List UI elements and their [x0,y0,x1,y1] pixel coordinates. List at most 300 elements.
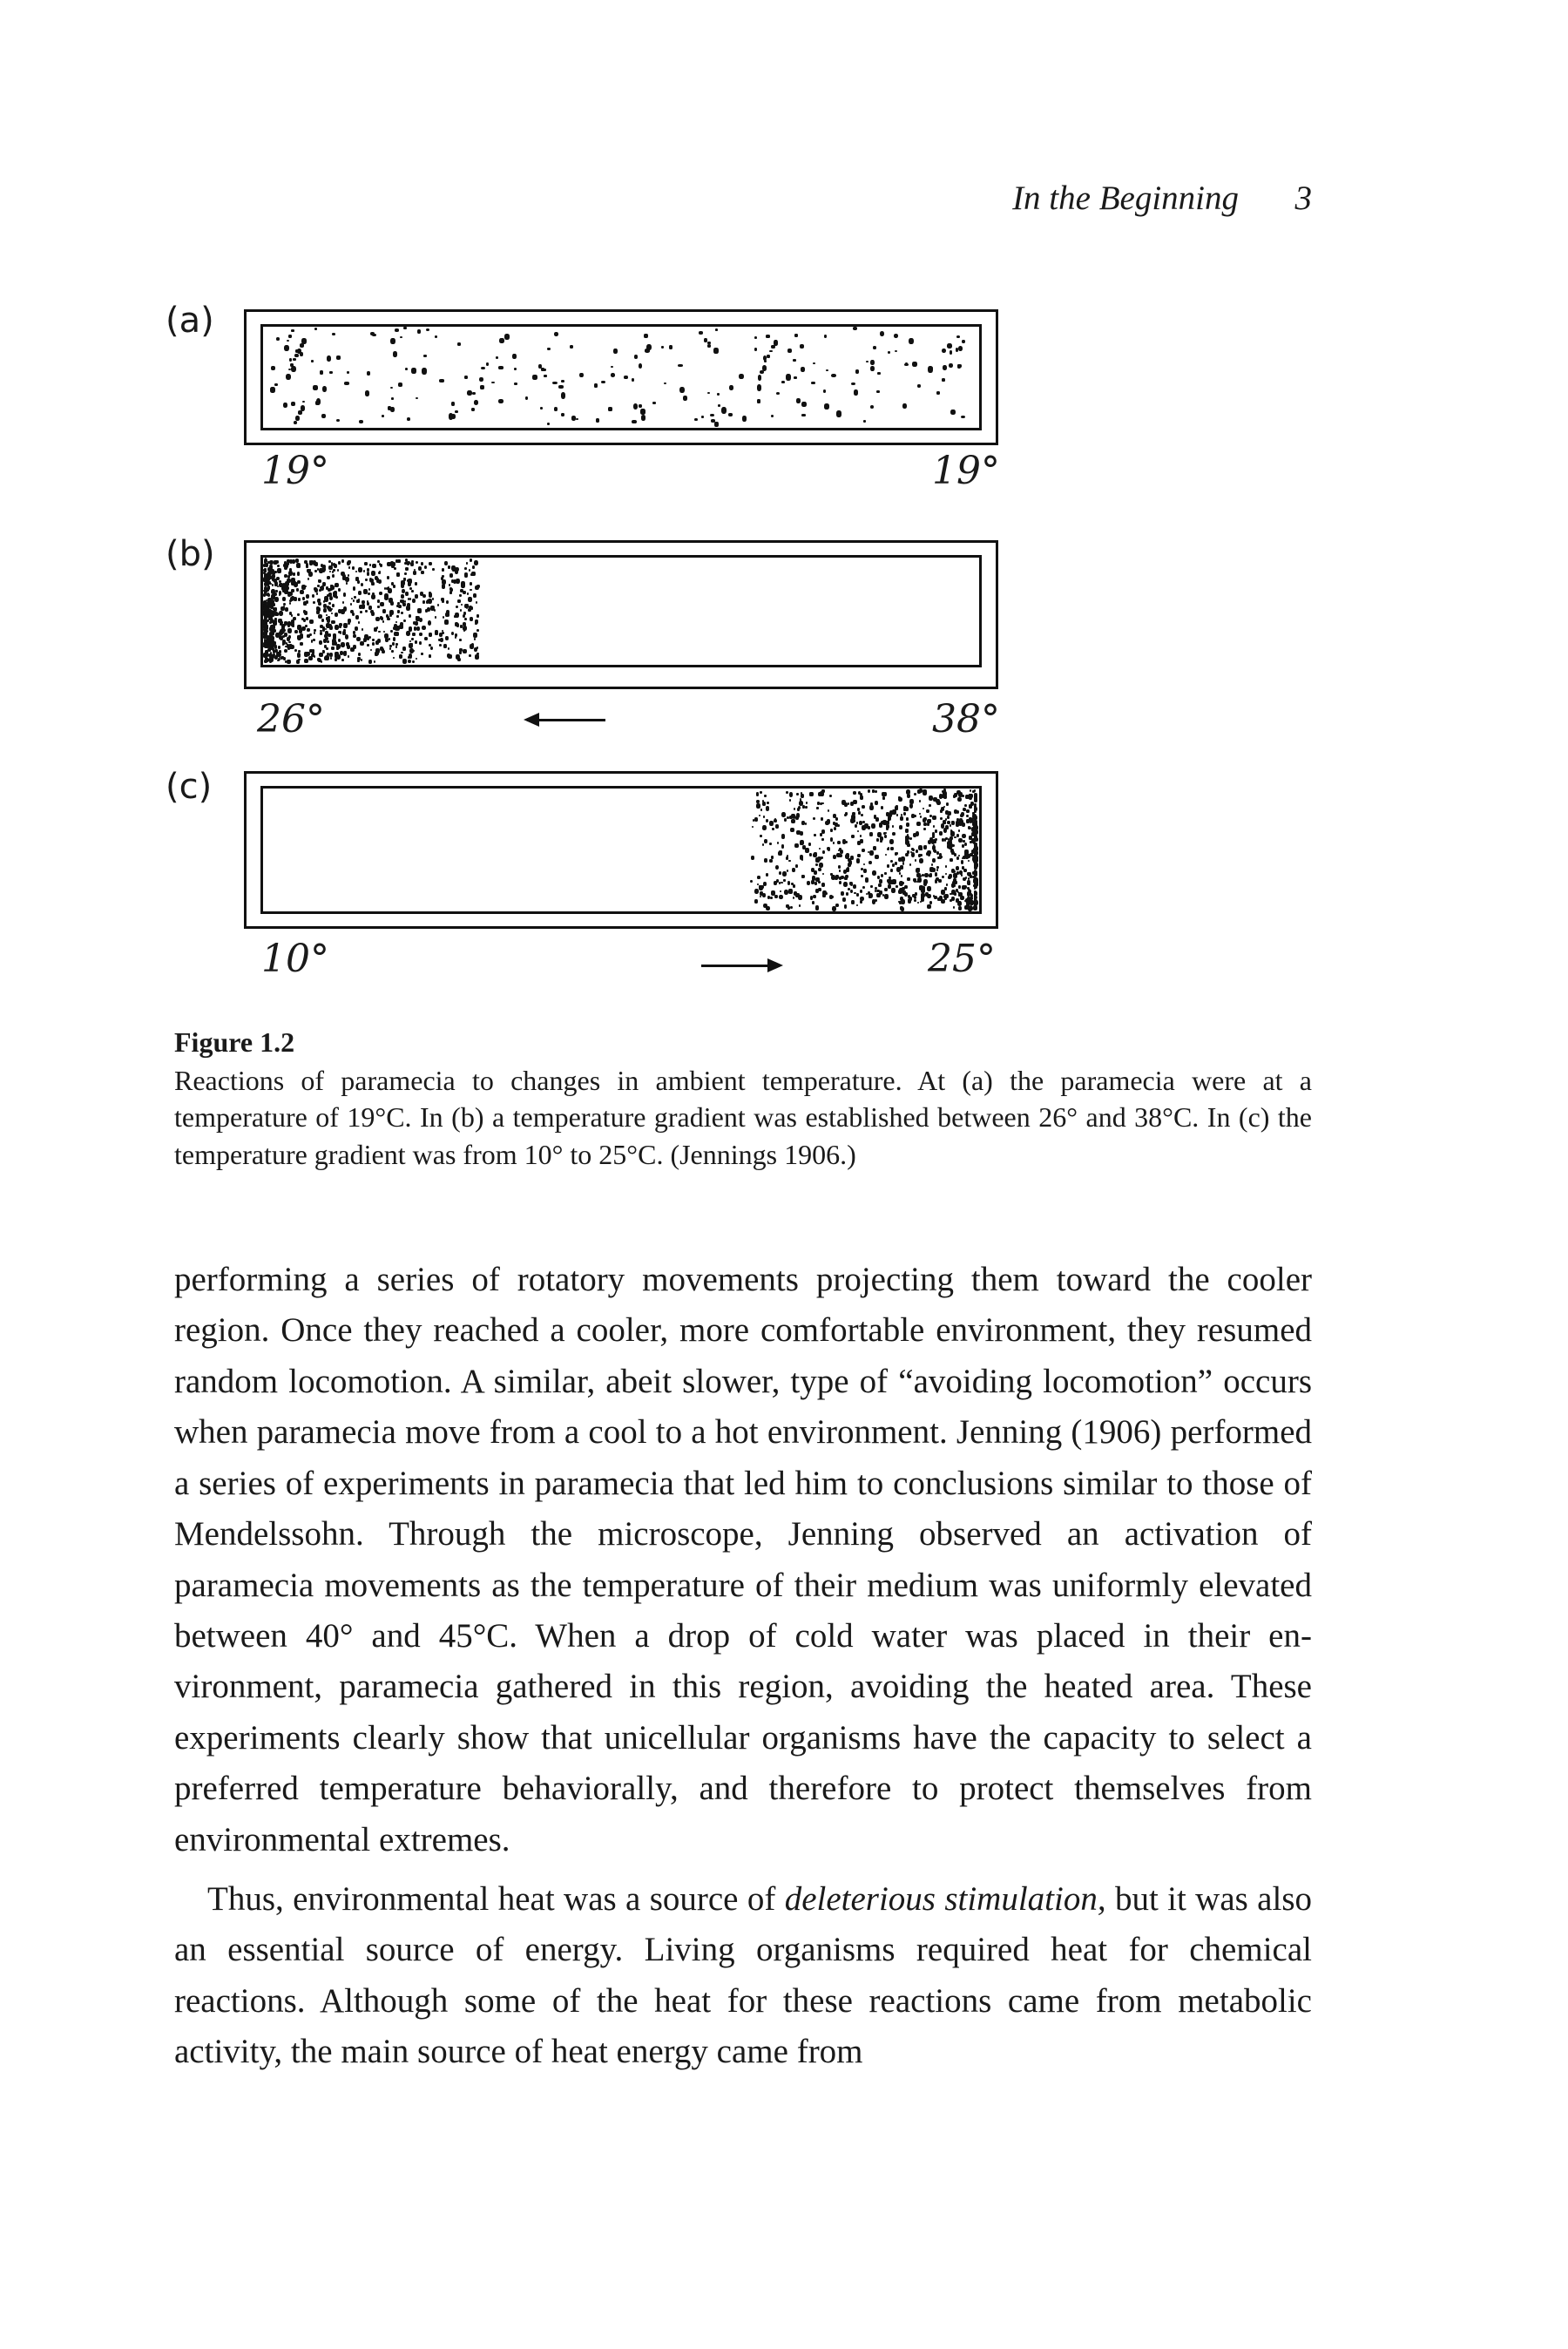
paramecium-dot [940,817,943,820]
paramecium-dot [329,371,333,374]
paramecium-dot [356,637,361,642]
paramecium-dot [268,617,271,620]
paramecium-dot [945,865,947,868]
paramecium-dot [812,901,814,904]
paramecium-dot [775,865,780,870]
paramecium-dot [683,396,687,401]
paramecium-dot [782,871,787,877]
paramecium-dot [963,877,966,882]
paramecium-dot [798,895,802,900]
paramecium-dot [335,596,338,599]
paramecium-dot [968,877,970,880]
paramecium-dot [947,821,950,824]
paramecium-dot [794,843,799,848]
paramecium-dot [933,797,936,802]
paramecium-dot [331,613,333,614]
paramecium-dot [358,621,360,623]
paramecium-dot [903,812,906,816]
paramecium-dot [455,567,459,572]
paramecium-dot [552,382,558,385]
paramecium-dot [302,597,305,600]
paramecium-dot [793,884,795,887]
paramecium-dot [678,364,682,367]
paramecium-dot [294,630,298,633]
paramecium-dot [833,842,835,844]
paramecium-dot [863,420,867,422]
paramecium-dot [857,830,859,833]
paramecium-dot [397,559,400,563]
paramecium-dot [800,831,803,836]
paramecium-dot [264,615,267,619]
paramecium-dot [783,879,785,882]
paramecium-dot [788,860,790,862]
paramecium-dot [932,858,936,863]
paramecium-dot [871,823,875,829]
dish-b [244,540,998,689]
paramecium-dot [419,633,422,637]
paramecium-dot [769,350,773,353]
paramecium-dot [824,335,827,338]
paramecium-dot [792,868,795,872]
paramecium-dot [762,825,767,830]
paramecium-dot [916,850,918,853]
panel-label-b: (b) [166,534,215,574]
paramecium-dot [284,649,287,653]
paramecium-dot [389,610,394,615]
paramecium-dot [891,888,896,893]
dish-b-inner [260,555,982,667]
paramecium-dot [951,821,954,823]
paramecium-dot [898,901,900,903]
paramecium-dot [872,789,875,793]
paramecium-dot [445,636,449,640]
paramecium-dot [424,565,428,569]
paramecium-dot [304,652,308,657]
paramecium-dot [409,614,411,618]
paramecium-dot [646,344,652,351]
paramecium-dot [857,854,860,857]
paramecium-dot [327,594,329,597]
paramecium-dot [791,890,793,893]
paramecium-dot [313,639,315,641]
paramecium-dot [411,590,414,593]
paramecium-dot [473,633,477,638]
paramecium-dot [943,828,948,833]
paramecium-dot [835,904,839,908]
paramecium-dot [878,883,881,887]
paramecium-dot [464,572,468,577]
paramecium-dot [946,883,948,886]
paramecium-dot [974,837,978,843]
paramecium-dot [817,856,821,862]
paramecium-dot [758,375,762,381]
paramecium-dot [856,822,858,824]
paramecium-dot [275,633,280,638]
paramecium-dot [774,895,778,898]
paramecium-dot [396,615,398,618]
paramecium-dot [799,801,803,806]
paramecium-dot [924,873,929,878]
paramecium-dot [280,621,281,624]
paramecium-dot [448,647,450,650]
paramecium-dot [279,591,282,594]
paramecium-dot [909,863,911,866]
paramecium-dot [561,413,564,416]
paramecium-dot [796,793,799,795]
paramecium-dot [739,374,744,380]
paramecium-dot [312,649,314,653]
paramecium-dot [463,629,465,631]
paramecium-dot [870,802,873,806]
paramecium-dot [317,658,320,661]
paramecium-dot [914,793,916,796]
paramecium-dot [772,828,774,830]
paramecium-dot [409,598,411,600]
paramecium-dot [851,900,855,904]
paramecium-dot [901,875,902,877]
paramecium-dot [862,806,864,808]
paramecium-dot [312,594,315,598]
paramecium-dot [821,838,823,841]
temp-a-right: 19° [932,449,1000,493]
paramecium-dot [457,599,460,603]
paramecium-dot [776,879,780,883]
paramecium-dot [781,381,785,383]
paramecium-dot [325,631,328,635]
paramecium-dot [958,346,963,352]
paramecium-dot [306,565,308,568]
paramecium-dot [820,833,822,836]
paramecium-dot [707,344,711,347]
paramecium-dot [321,414,326,418]
paramecium-dot [968,860,970,863]
paramecium-dot [954,892,956,896]
paramecium-dot [345,634,349,640]
paramecium-dot [777,842,780,844]
paramecium-dot [935,872,938,877]
paramecium-dot [435,633,437,636]
paramecium-dot [794,376,797,379]
paramecium-dot [956,335,961,339]
paramecium-dot [862,849,865,852]
paramecium-dot [817,802,820,805]
paramecium-dot [300,590,303,594]
temp-c-right: 25° [928,937,996,981]
paramecium-dot [964,804,967,808]
paramecium-dot [486,362,489,366]
paramecium-dot [779,871,782,876]
paramecium-dot [411,638,414,640]
paramecium-dot [309,633,312,637]
paramecium-dot [810,896,814,900]
paramecium-dot [815,889,819,893]
paramecium-dot [906,822,909,827]
paramecium-dot [271,636,274,640]
paramecium-dot [421,562,423,565]
paramecium-dot [355,626,358,631]
paramecium-dot [855,824,857,828]
caption-heading: Figure 1.2 [174,1026,295,1058]
paramecium-dot [442,599,444,602]
paramecium-dot [540,407,543,410]
paramecium-dot [340,651,343,655]
paramecium-dot [354,596,356,599]
paramecium-dot [313,601,315,604]
paramecium-dot [714,422,719,427]
paramecium-dot [842,897,846,902]
paramecium-dot [406,631,410,636]
paramecium-dot [845,875,848,879]
paramecium-dot [974,796,977,800]
paramecium-dot [338,588,341,592]
paramecium-dot [796,398,801,403]
paramecium-dot [359,605,362,609]
paramecium-dot [799,904,801,907]
paramecium-dot [278,658,280,660]
paramecium-dot [892,832,896,836]
paramecium-dot [875,856,876,858]
paramecium-dot [405,567,408,571]
paramecium-dot [322,626,325,630]
paramecium-dot [338,561,341,565]
paramecium-dot [305,625,308,627]
paramecium-dot [442,568,444,571]
paramecium-dot [771,345,774,349]
paramecium-dot [365,390,369,396]
paramecium-dot [601,381,605,384]
paramecium-dot [297,572,301,576]
paramecium-dot [442,584,446,588]
paramecium-dot [796,813,801,818]
paramecium-dot [790,828,794,832]
paramecium-dot [929,804,930,807]
paramecium-dot [821,829,825,834]
paramecium-dot [679,387,685,393]
paramecium-dot [264,558,267,563]
paramecium-dot [404,572,407,575]
paramecium-dot [416,626,421,631]
paramecium-dot [464,618,467,620]
paramecium-dot [900,816,903,821]
paramecium-dot [288,635,291,639]
paragraph-1: performing a series of rotatory movements projecting them toward the cooler region. Once they reached a cooler, more comfortable environment, they resumed random locomotion. A similar, abeit slower, type of “avoiding locomotion” occurs when paramecia move from a cool to a hot environment. Jenning (1906) performed a series of experiments in paramecia that led him to conclusions similar to those of Mendelssohn. Through the microscope, Jenning observed an activation of paramecia movements as the temperature of their medium was uniformly elevated between 40° and 45°C. When a drop of cold water was placed in their environment, paramecia gathered in this region, avoiding the heated area. These experiments clearly show that unicellular organisms have the capacity to select a preferred temperature behaviorally, and therefore to protect themselves from environmental extremes. [174,1261,1312,1858]
paramecium-dot [428,620,432,626]
paramecium-dot [779,895,783,900]
paramecium-dot [854,389,858,396]
paramecium-dot [353,586,356,590]
paramecium-dot [754,348,757,351]
paramecium-dot [309,619,313,624]
paramecium-dot [962,834,966,839]
paramecium-dot [274,618,277,620]
paramecium-dot [974,820,977,824]
temp-a-left: 19° [261,449,329,493]
paramecium-dot [294,649,297,652]
paramecium-dot [850,856,854,860]
paramecium-dot [754,817,758,822]
paramecium-dot [301,405,306,411]
paramecium-dot [787,870,789,872]
paramecium-dot [554,332,558,336]
paramecium-dot [464,626,466,629]
paramecium-dot [277,568,281,572]
paramecium-dot [314,629,316,632]
paramecium-dot [298,598,301,601]
paramecium-dot [791,819,794,823]
paramecium-dot [870,360,875,365]
paramecium-dot [474,638,476,640]
paramecium-dot [873,346,876,349]
paramecium-dot [327,618,331,623]
paramecium-dot [379,571,381,573]
paramecium-dot [359,420,363,423]
paramecium-dot [942,378,945,382]
paramecium-dot [860,897,864,902]
paramecium-dot [801,794,804,798]
paramecium-dot [767,896,770,899]
paramecium-dot [372,639,375,641]
paramecium-dot [929,873,932,877]
paramecium-dot [432,568,435,572]
paramecium-dot [451,632,455,636]
paramecium-dot [353,599,355,602]
paramecium-dot [403,327,407,329]
paramecium-dot [472,565,476,569]
paramecium-dot [903,806,907,810]
paramecium-dot [644,334,647,338]
paramecium-dot [289,602,292,605]
paramecium-dot [469,569,470,572]
paramecium-dot [402,659,407,664]
paramecium-dot [707,342,710,344]
paramecium-dot [837,824,840,827]
paramecium-dot [775,824,779,829]
paramecium-dot [461,604,463,606]
paramecium-dot [332,333,335,335]
paramecium-dot [895,350,897,352]
paramecium-dot [341,659,344,662]
paramecium-dot [852,812,855,816]
paramecium-dot [718,404,720,407]
paramecium-dot [442,575,444,578]
paramecium-dot [358,567,362,572]
paramecium-dot [459,648,463,652]
paramecium-dot [264,568,267,572]
paramecium-dot [966,819,970,823]
paramecium-dot [434,609,436,612]
paramecium-dot [608,407,612,410]
paramecium-dot [912,362,917,367]
paramecium-dot [860,795,863,799]
paramecium-dot [457,658,461,661]
paramecium-dot [421,653,422,655]
paramecium-dot [367,572,370,576]
paramecium-dot [287,340,289,342]
paramecium-dot [318,599,321,601]
paramecium-dot [331,608,333,611]
paramecium-dot [377,606,379,608]
paramecium-dot [561,380,564,382]
paramecium-dot [892,863,896,867]
paramecium-dot [476,585,480,588]
paramecium-dot [763,816,765,817]
paramecium-dot [800,798,802,801]
paramecium-dot [391,650,394,653]
paramecium-dot [341,609,345,614]
paramecium-dot [832,906,836,911]
paramecium-dot [946,802,949,806]
paramecium-dot [805,806,807,809]
paramecium-dot [416,561,418,564]
paramecium-dot [471,572,475,576]
paramecium-dot [895,862,897,865]
paramecium-dot [952,881,956,885]
paramecium-dot [851,835,854,838]
paramecium-dot [579,373,583,378]
paramecium-dot [429,562,432,565]
paramecium-dot [781,812,786,817]
paramecium-dot [890,869,893,872]
paramecium-dot [274,607,278,611]
paramecium-dot [448,654,451,659]
dish-a [244,309,998,445]
paramecium-dot [286,374,291,380]
paramecium-dot [831,374,836,378]
paramecium-dot [362,600,365,605]
temp-c-left: 10° [261,937,329,981]
paramecium-dot [463,649,466,653]
paramecium-dot [961,812,964,816]
paramecium-dot [368,660,372,664]
paramecium-dot [411,368,416,374]
paramecium-dot [331,646,334,650]
paramecium-dot [879,890,882,895]
paramecium-dot [429,654,431,658]
paramecium-dot [880,836,883,841]
paramecium-dot [805,848,809,853]
paramecium-dot [314,587,317,592]
paramecium-dot [943,365,947,370]
paramecium-dot [420,592,423,596]
paramecium-dot [318,579,321,582]
paramecium-dot [931,863,934,866]
paramecium-dot [449,413,454,420]
paramecium-dot [949,363,953,369]
paramecium-dot [455,613,459,618]
paramecium-dot [916,881,918,883]
paramecium-dot [342,601,344,604]
paramecium-dot [402,585,404,586]
paramecium-dot [325,637,328,640]
paramecium-dot [326,623,330,628]
paramecium-dot [824,403,829,410]
paramecium-dot [760,809,762,810]
paramecium-dot [960,896,964,901]
paramecium-dot [395,643,397,646]
paramecium-dot [407,417,411,421]
paramecium-dot [915,859,916,862]
paramecium-dot [399,654,402,659]
paramecium-dot [429,592,432,597]
paramecium-dot [892,809,896,814]
paramecium-dot [791,814,795,818]
paramecium-dot [415,594,418,599]
caption-text: Reactions of paramecia to changes in ambient temperature. At (a) the paramecia were at a temperature of 19°C. In (b) a temperature gradient was established between 26° and 38°C. In (c) the temperature gradient was from 10° to 25°C. (Jennings 1906.) [174,1065,1312,1170]
paramecium-dot [907,834,909,836]
paramecium-dot [801,414,806,416]
paramecium-dot [898,797,902,802]
paramecium-dot [263,631,267,635]
